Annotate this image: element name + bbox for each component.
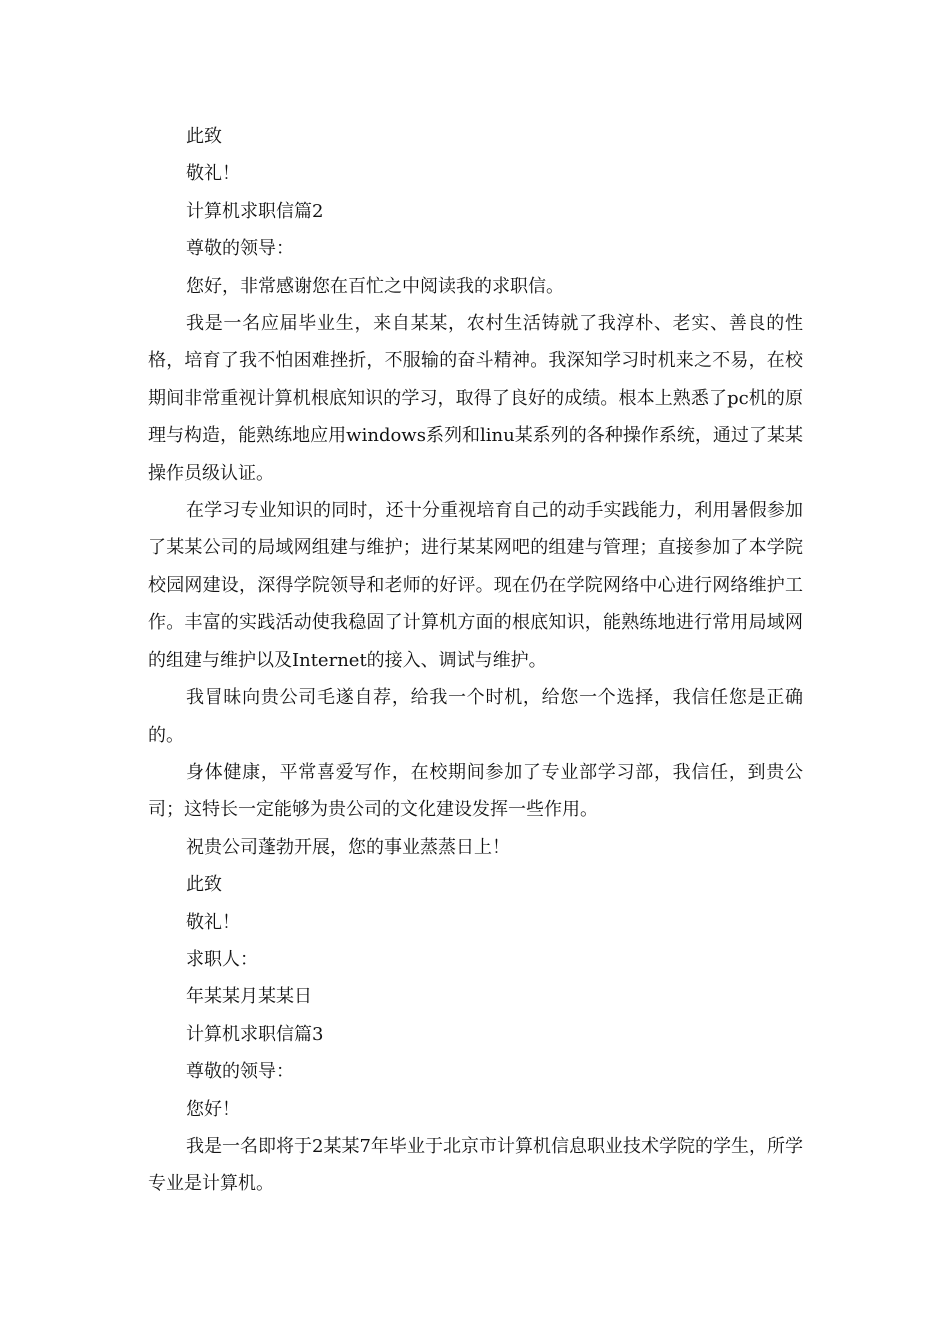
- closing-line: 此致: [186, 126, 222, 147]
- body-paragraph: 您好！: [186, 1098, 240, 1120]
- greeting-line: 尊敬的领导：: [186, 1061, 294, 1083]
- body-paragraph: 祝贵公司蓬勃开展，您的事业蒸蒸日上！: [186, 836, 510, 858]
- closing-line: 此致: [186, 874, 222, 896]
- section-heading: 计算机求职信篇2: [186, 200, 324, 222]
- salute-line: 敬礼！: [186, 163, 240, 185]
- body-paragraph: 我是一名即将于2某某7年毕业于北京市计算机信息职业技术学院的学生，所学专业是计算机。: [148, 1135, 803, 1195]
- greeting-line: 尊敬的领导：: [186, 238, 294, 260]
- date-line: 年某某月某某日: [186, 986, 312, 1008]
- section-heading: 计算机求职信篇3: [186, 1023, 324, 1045]
- body-paragraph: 我冒昧向贵公司毛遂自荐，给我一个时机，给您一个选择，我信任您是正确的。: [148, 687, 803, 746]
- salute-line: 敬礼！: [186, 911, 240, 933]
- body-paragraph: 在学习专业知识的同时，还十分重视培育自己的动手实践能力，利用暑假参加了某某公司的局域网组建与维护；进行某某网吧的组建与管理；直接参加了本学院校园网建设，深得学院领导和老师的好评。现在仍在学院网络中心进行网络维护工作。丰富的实践活动使我稳固了计算机方面的根底知识，能熟练地进行常用局域网的组建与维护以及Internet的接入、调试与维护。: [148, 500, 803, 671]
- body-paragraph: 我是一名应届毕业生，来自某某，农村生活铸就了我淳朴、老实、善良的性格，培育了我不怕困难挫折，不服输的奋斗精神。我深知学习时机来之不易，在校期间非常重视计算机根底知识的学习，取得了良好的成绩。根本上熟悉了pc机的原理与构造，能熟练地应用windows系列和linu某系列的各种操作系统，通过了某某操作员级认证。: [148, 313, 803, 484]
- body-paragraph: 您好，非常感谢您在百忙之中阅读我的求职信。: [186, 275, 564, 297]
- signature-label: 求职人：: [186, 948, 258, 970]
- document-page: [148, 118, 803, 1203]
- body-paragraph: 身体健康，平常喜爱写作，在校期间参加了专业部学习部，我信任，到贵公司；这特长一定能够为贵公司的文化建设发挥一些作用。: [148, 761, 803, 821]
